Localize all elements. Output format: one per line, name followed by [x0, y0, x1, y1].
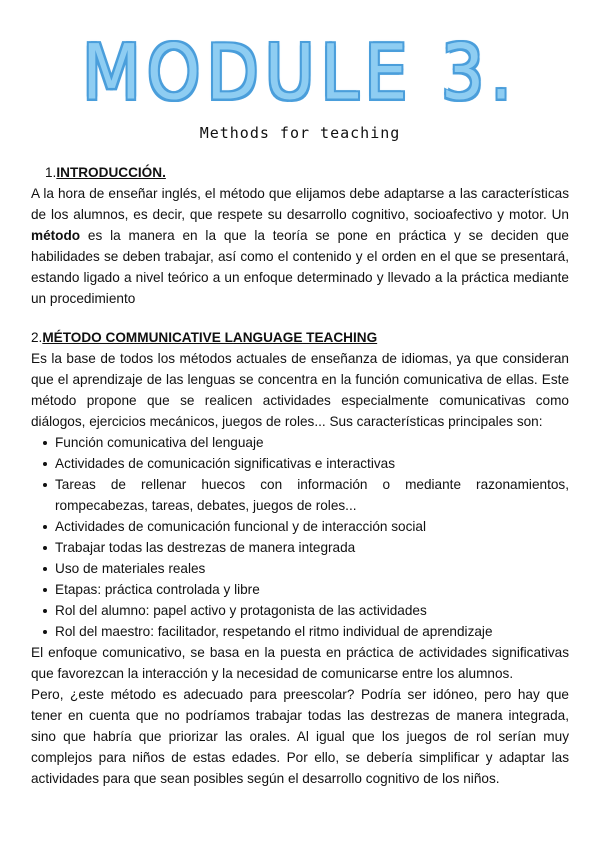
section-1-paragraph [31, 183, 569, 309]
title-block [0, 28, 600, 120]
section-1-number: 1. [45, 165, 57, 180]
list-item: Rol del maestro: facilitador, respetando el ritmo individual de aprendizaje [31, 621, 569, 642]
characteristics-list [31, 432, 569, 642]
section-1-title: INTRODUCCIÓN. [56, 165, 166, 180]
section-2-intro: Es la base de todos los métodos actuales de enseñanza de idiomas, ya que consideran que el aprendizaje de las lenguas se concentra en la función comunicativa de ellas. Este método propone que se realicen actividades especialmente comunicativas como diálogos, ejercicios mecánicos, juegos de roles... Sus características principales son: [31, 351, 569, 429]
module-title: MODULE 3. [82, 29, 518, 118]
section-2-paragraph-2: El enfoque comunicativo, se basa en la puesta en práctica de actividades significativas que favorezcan la interacción y la necesidad de comunicarse entre los alumnos. [31, 645, 569, 681]
module-subtitle: Methods for teaching [199, 124, 401, 142]
section-1-text-b: es la manera en la que la teoría se pone en práctica y se deciden que habilidades se deben trabajar, así como el contenido y el orden en el que se presentará, estando ligado a nivel teórico a un enfoque determinado y llevado a la práctica mediante un procedimiento [31, 228, 569, 306]
list-item: Actividades de comunicación significativas e interactivas [31, 453, 569, 474]
list-item: Uso de materiales reales [31, 558, 569, 579]
section-2-paragraph-3: Pero, ¿este método es adecuado para preescolar? Podría ser idóneo, pero hay que tener en cuenta que no podríamos trabajar todas las destrezas de manera integrada, sino que habría que priorizar las orales. Al igual que los juegos de rol serían muy complejos para niños de estas edades. Por ello, se debería simplificar y adaptar las actividades para que sean posibles según el desarrollo cognitivo de los niños. [31, 687, 569, 786]
list-item: Tareas de rellenar huecos con información o mediante razonamientos, rompecabezas, tareas, debates, juegos de roles... [31, 474, 569, 516]
list-item: Actividades de comunicación funcional y de interacción social [31, 516, 569, 537]
section-2-title: MÉTODO COMMUNICATIVE LANGUAGE TEACHING [42, 330, 378, 345]
section-1-bold-term: método [31, 228, 81, 243]
section-2-number: 2. [31, 330, 43, 345]
document-body [31, 162, 569, 789]
list-item: Rol del alumno: papel activo y protagonista de las actividades [31, 600, 569, 621]
list-item: Función comunicativa del lenguaje [31, 432, 569, 453]
spacer [31, 309, 569, 327]
list-item: Etapas: práctica controlada y libre [31, 579, 569, 600]
section-1-text-a: A la hora de enseñar inglés, el método que elijamos debe adaptarse a las características de los alumnos, es decir, que respete su desarrollo cognitivo, socioafectivo y motor. Un [31, 186, 569, 222]
list-item: Trabajar todas las destrezas de manera integrada [31, 537, 569, 558]
section-1-heading [31, 162, 569, 183]
section-2-heading [31, 327, 569, 348]
